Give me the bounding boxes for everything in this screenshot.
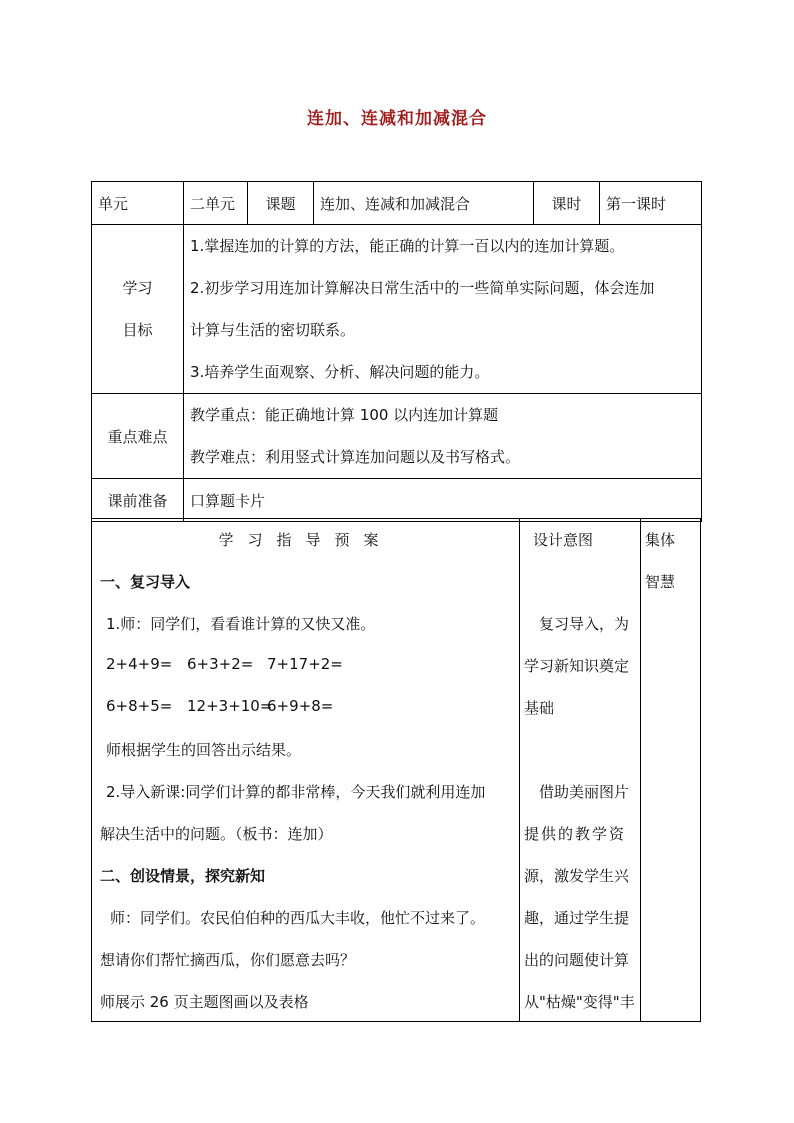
plan-line: 师：同学们。农民伯伯种的西瓜大丰收，他忙不过来了。 [110, 909, 486, 927]
key-point-line: 教学重点：能正确地计算 100 以内连加计算题 [190, 406, 499, 424]
math-problem: 12+3+10= [187, 697, 273, 715]
section-heading: 二、创设情景，探究新知 [100, 867, 266, 885]
key-point-line: 教学难点：利用竖式计算连加问题以及书写格式。 [190, 448, 521, 466]
plan-line: 师展示 26 页主题图画以及表格 [100, 993, 309, 1011]
math-problem: 7+17+2= [267, 655, 343, 673]
design-header: 设计意图 [533, 531, 594, 549]
plan-line: 2.导入新课:同学们计算的都非常棒，今天我们就利用连加 [106, 783, 486, 801]
plan-line: 1.师：同学们，看看谁计算的又快又准。 [106, 615, 376, 633]
plan-line: 解决生活中的问题。（板书：连加） [100, 825, 333, 843]
goals-row [92, 225, 702, 394]
preparation-row [92, 479, 702, 522]
design-line: 提供的教学资 [524, 825, 627, 843]
header-row [92, 182, 702, 225]
plan-line: 想请你们帮忙摘西瓜，你们愿意去吗？ [100, 951, 356, 969]
design-line: 从"枯燥"变得"丰 [524, 993, 635, 1011]
topic-label: 课题 [248, 182, 314, 225]
math-problem: 6+9+8= [267, 697, 334, 715]
goal-line: 计算与生活的密切联系。 [190, 321, 356, 339]
goal-line: 2.初步学习用连加计算解决日常生活中的一些简单实际问题，体会连加 [190, 279, 655, 297]
plan-column [92, 519, 520, 1021]
document-title: 连加、连减和加减混合 [307, 109, 487, 129]
design-line: 学习新知识奠定 [524, 657, 630, 675]
wisdom-header-line-2: 智慧 [645, 573, 676, 591]
unit-value: 二单元 [184, 182, 248, 225]
plan-line: 师根据学生的回答出示结果。 [106, 741, 302, 759]
preparation-label: 课前准备 [92, 479, 184, 522]
math-problem: 6+3+2= [187, 655, 254, 673]
lesson-info-table [91, 181, 702, 522]
goal-line: 3.培养学生面观察、分析、解决问题的能力。 [190, 363, 490, 381]
math-problem: 6+8+5= [106, 697, 173, 715]
design-line: 借助美丽图片 [539, 783, 630, 801]
goals-content [184, 225, 702, 394]
period-value: 第一课时 [600, 182, 702, 225]
design-line: 出的问题使计算 [524, 951, 630, 969]
period-label: 课时 [534, 182, 600, 225]
key-points-label: 重点难点 [92, 394, 184, 479]
design-line: 源，激发学生兴 [524, 867, 630, 885]
design-line: 基础 [524, 699, 555, 717]
collective-wisdom-column [640, 519, 700, 1021]
goals-label-line-1: 学习 [122, 279, 153, 297]
design-line: 复习导入，为 [539, 615, 630, 633]
plan-header: 学习指导预案 [218, 531, 393, 549]
topic-value: 连加、连减和加减混合 [314, 182, 534, 225]
math-problem: 2+4+9= [106, 655, 173, 673]
goals-label-line-2: 目标 [122, 321, 153, 339]
lesson-plan-section [91, 518, 701, 1022]
section-heading: 一、复习导入 [100, 573, 191, 591]
key-points-row [92, 394, 702, 479]
wisdom-header-line-1: 集体 [645, 531, 676, 549]
goal-line: 1.掌握连加的计算的方法，能正确的计算一百以内的连加计算题。 [190, 237, 625, 255]
unit-label: 单元 [92, 182, 184, 225]
design-intent-column [519, 519, 641, 1021]
key-points-content [184, 394, 702, 479]
goals-label [92, 225, 184, 394]
preparation-value: 口算题卡片 [184, 479, 702, 522]
design-line: 趣，通过学生提 [524, 909, 630, 927]
